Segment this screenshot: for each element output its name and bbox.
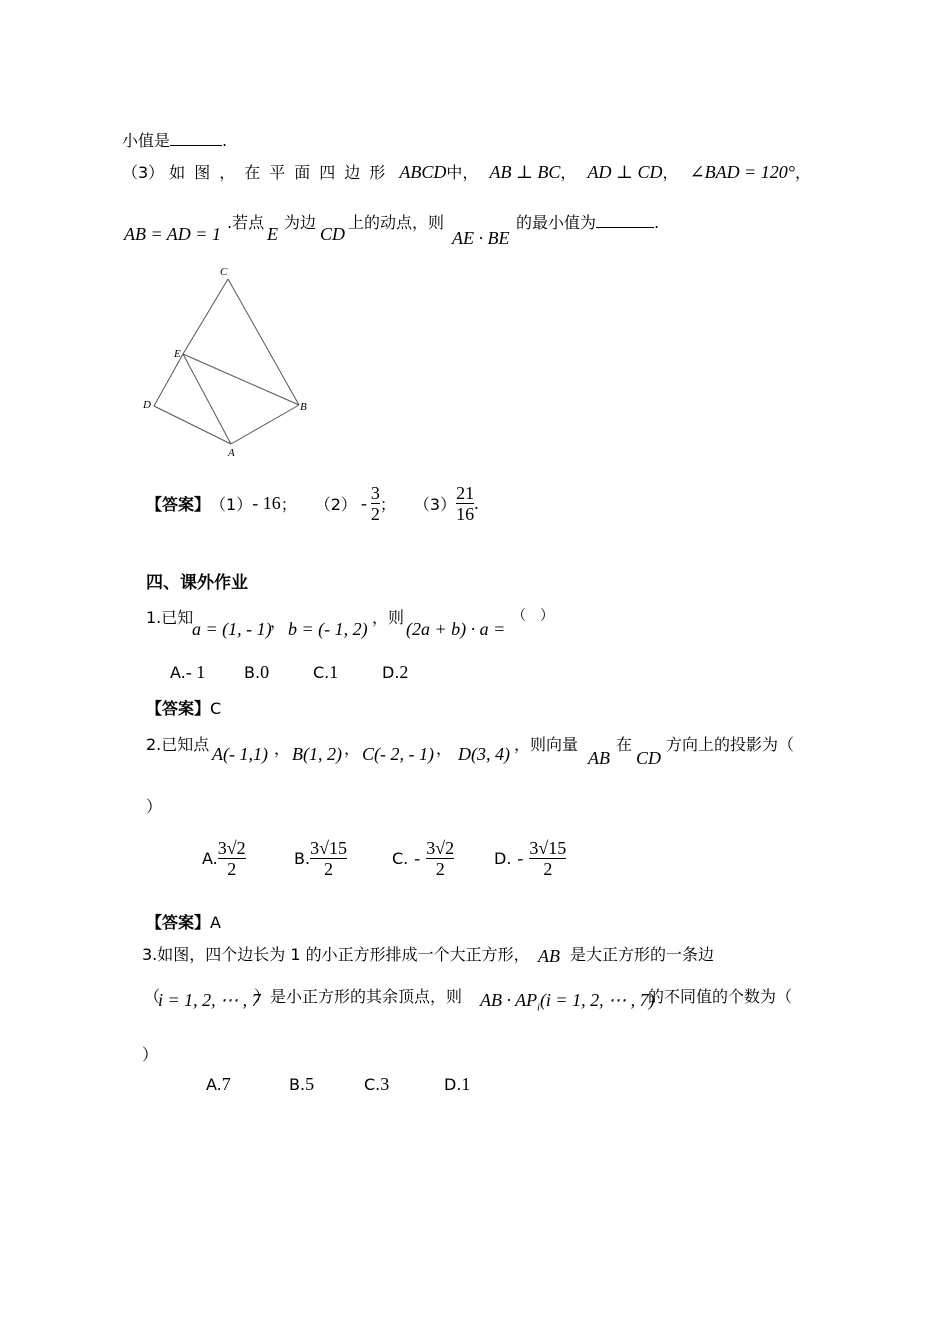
p1-option-c[interactable]: C.1 xyxy=(313,662,339,682)
text: ） xyxy=(146,797,163,816)
vector-ab: AB xyxy=(538,946,560,966)
answer-label: 【答案】 xyxy=(146,494,211,514)
math-a: a = (1, - 1) xyxy=(192,619,272,639)
text: ） xyxy=(142,1045,159,1064)
neg-sign: - xyxy=(360,492,367,513)
p2-option-d[interactable]: D. - $\frac{3√15}{2}$ xyxy=(494,838,567,879)
label-e: E xyxy=(174,348,181,360)
answer-label: 【答案】 xyxy=(146,699,211,718)
text: ， xyxy=(795,163,812,182)
p1-option-b[interactable]: B.0 xyxy=(244,662,270,682)
point-a: A(- 1,1) xyxy=(212,744,268,764)
text: ， xyxy=(274,739,291,758)
text: ； xyxy=(280,494,297,514)
math-expr: AB · $AP_i(i = 1$, 2, ⋯ , 7) xyxy=(480,990,655,1014)
text: （ ） xyxy=(512,608,554,624)
text: ， xyxy=(436,739,453,758)
math-ab-ad: AB = AD = 1 xyxy=(124,224,221,244)
p3-option-a[interactable]: A.7 xyxy=(206,1074,231,1094)
q3-text: 如图，在平面四边形 xyxy=(169,163,395,182)
text: ，则 xyxy=(372,608,405,627)
text: （3） xyxy=(413,494,457,514)
p2-answer xyxy=(146,910,221,933)
answer-label: 【答案】 xyxy=(146,913,211,932)
p3-option-c[interactable]: C.3 xyxy=(364,1074,390,1094)
text: ， xyxy=(344,739,361,758)
fraction-3-2: $\frac{3}{2}$ xyxy=(370,482,380,524)
line-top: 小值是 . xyxy=(122,131,228,150)
text: ，则向量 xyxy=(514,735,579,754)
math-expr: (2a + b) · a = xyxy=(406,619,506,639)
label-d: D xyxy=(143,399,151,411)
point-b: B(1, 2) xyxy=(292,744,342,764)
edge-da xyxy=(154,406,231,444)
quadrilateral-figure xyxy=(140,262,320,462)
math-angle-bad: ∠BAD = 120° xyxy=(689,162,795,182)
vector-cd: CD xyxy=(636,748,662,768)
text: ； xyxy=(379,494,396,514)
value-1: - 16 xyxy=(252,492,281,513)
text: （2） xyxy=(314,494,357,514)
label-a: A xyxy=(228,447,235,459)
label-b: B xyxy=(300,401,307,413)
math-ae-be: AE · BE xyxy=(452,228,510,248)
text: ）是小正方形的其余顶点，则 xyxy=(254,987,463,1006)
text: （1） xyxy=(210,494,253,514)
math-i-range: i = 1, 2, ⋯ , 7 xyxy=(158,990,261,1010)
edge-ed xyxy=(154,354,183,406)
answer-row-1 xyxy=(146,478,479,528)
edge-ce xyxy=(183,279,228,354)
text: ， xyxy=(270,612,287,631)
p3-option-d[interactable]: D.1 xyxy=(444,1074,471,1094)
math-cd: CD xyxy=(320,224,346,244)
edge-cb xyxy=(228,279,299,405)
text: . xyxy=(474,492,479,513)
text: ， xyxy=(560,163,577,182)
text: ， xyxy=(662,163,679,182)
text: 是大正方形的一条边 xyxy=(570,945,715,964)
answer-value: C xyxy=(210,699,222,718)
text: （ xyxy=(144,987,161,1006)
text: 2.已知点 xyxy=(146,735,210,754)
text: 为边 xyxy=(284,213,317,232)
p3-option-b[interactable]: B.5 xyxy=(289,1074,315,1094)
answer-blank xyxy=(596,227,654,228)
text: .若点 xyxy=(227,213,265,232)
p1-option-d[interactable]: D.2 xyxy=(382,662,409,682)
point-c: C(- 2, - 1) xyxy=(362,744,434,764)
text: 3.如图，四个边长为 1 的小正方形排成一个大正方形， xyxy=(142,945,530,964)
edge-ab xyxy=(231,405,299,444)
text: 中， xyxy=(446,163,479,182)
text: 小值是 xyxy=(122,131,171,150)
math-ab-perp-bc: AB ⊥ BC xyxy=(489,162,561,182)
math-e: E xyxy=(267,224,278,244)
p2-option-c[interactable]: C. - $\frac{3√2}{2}$ xyxy=(392,838,455,879)
edge-ea xyxy=(183,354,231,444)
min-text: 的最小值为 . xyxy=(516,213,660,232)
section-heading: 四、课外作业 xyxy=(146,573,248,593)
answer-value: A xyxy=(210,913,221,932)
text: 1.已知 xyxy=(146,608,194,627)
answer-blank xyxy=(170,145,222,146)
p2-option-b[interactable]: B. $\frac{3√15}{2}$ xyxy=(294,838,347,879)
math-b: b = (- 1, 2) xyxy=(288,619,368,639)
vector-ab: AB xyxy=(588,748,610,768)
math-abcd: ABCD xyxy=(399,162,447,182)
q3-line1 xyxy=(122,160,811,183)
text: 上的动点，则 xyxy=(348,213,445,232)
p1-answer xyxy=(146,696,221,719)
q3-label: （3） xyxy=(122,163,165,182)
text: 的不同值的个数为（ xyxy=(648,987,793,1006)
fraction-21-16: $\frac{21}{16}$ xyxy=(456,482,475,524)
label-c: C xyxy=(220,266,228,278)
math-ad-perp-cd: AD ⊥ CD xyxy=(587,162,663,182)
edge-eb xyxy=(183,354,299,405)
text: 在 xyxy=(616,735,633,754)
p2-option-a[interactable]: A. $\frac{3√2}{2}$ xyxy=(202,838,246,879)
p1-option-a[interactable]: A.- 1 xyxy=(170,662,206,682)
text: 方向上的投影为（ xyxy=(666,735,795,754)
point-d: D(3, 4) xyxy=(458,744,510,764)
